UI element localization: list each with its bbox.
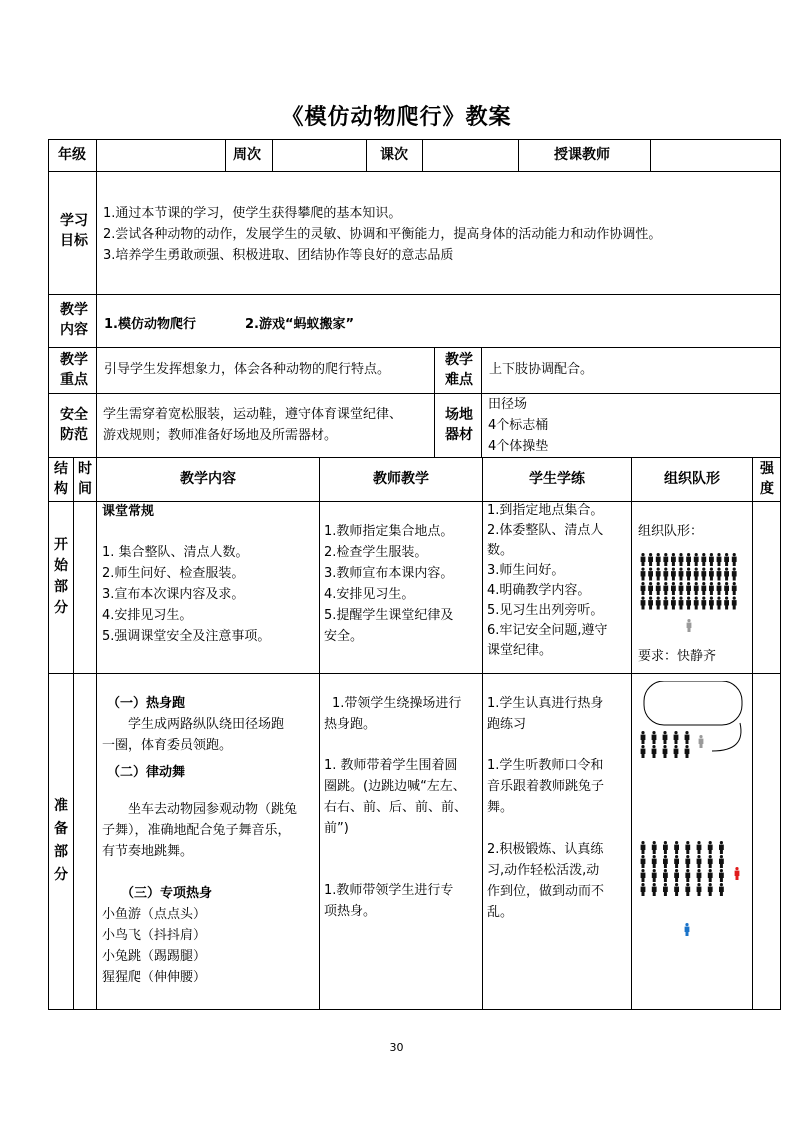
prep-section-label-char: 部 (54, 844, 68, 860)
start-section-label-char: 部 (54, 579, 68, 595)
table-border-line (48, 1009, 781, 1010)
time-header (75, 459, 95, 499)
student-figure (641, 731, 646, 744)
student-figure (663, 855, 668, 868)
student-figure (724, 553, 729, 566)
formation-column-header: 组织队形 (664, 471, 720, 487)
student-figure (709, 597, 714, 610)
objectives-label-line: 目标 (60, 233, 88, 249)
teacher-figure-red (735, 867, 740, 880)
student-figure (641, 568, 646, 581)
difficulty-label (439, 350, 479, 392)
table-border-line (225, 139, 226, 172)
student-figure (656, 553, 661, 566)
special-item: 小鱼游（点点头） (102, 907, 207, 922)
prep-student-item: 舞。 (487, 800, 514, 815)
student-figure (641, 553, 646, 566)
start-formation-label: 组织队形： (638, 524, 704, 539)
student-figure (685, 731, 690, 744)
start-requirement: 要求：快静齐 (638, 649, 717, 664)
student-figure (648, 568, 653, 581)
table-border-line (482, 457, 483, 1010)
difficulty-label-line: 教学 (445, 352, 473, 368)
key-points-label-line: 教学 (60, 352, 88, 368)
start-formation-diagram (638, 551, 744, 639)
student-figure (697, 883, 702, 896)
start-student (487, 501, 630, 671)
objective-item: 1.通过本节课的学习，使学生获得攀爬的基本知识。 (103, 206, 402, 221)
lesson-value (426, 139, 514, 171)
student-figure (674, 745, 679, 758)
student-figure (701, 582, 706, 595)
leader-figure (699, 735, 704, 748)
table-border-line (518, 139, 519, 172)
table-border-line (481, 347, 482, 458)
table-border-line (780, 139, 781, 1010)
structure-header-line: 构 (54, 481, 68, 497)
student-figure (686, 568, 691, 581)
student-figure (717, 568, 722, 581)
table-border-line (48, 171, 781, 172)
student-figure (663, 731, 668, 744)
venue-list (488, 394, 776, 456)
structure-header (50, 459, 72, 499)
start-teacher-item: 4.安排见习生。 (324, 587, 415, 602)
week-label: 周次 (233, 147, 261, 163)
student-figure (674, 869, 679, 882)
run-direction-arrow (712, 723, 741, 751)
document-title: 《模仿动物爬行》教案 (281, 104, 512, 130)
prep-teacher-item: 右右、前、后、前、前、 (324, 800, 468, 815)
prep-teacher (324, 693, 480, 993)
student-figure (663, 883, 668, 896)
student-figure (663, 869, 668, 882)
start-content-item: 5.强调课堂安全及注意事项。 (102, 629, 271, 644)
student-figure (697, 841, 702, 854)
student-figure (719, 869, 724, 882)
content-label (54, 300, 94, 342)
safety-label-line: 安全 (60, 407, 88, 423)
student-figure (724, 568, 729, 581)
table-border-line (96, 139, 97, 172)
warmup-text: 学生成两路纵队绕田径场跑 (128, 717, 285, 732)
student-figure (697, 855, 702, 868)
intensity-header-line: 度 (760, 481, 774, 497)
start-heading: 课堂常规 (102, 504, 155, 519)
prep-student-item: 跑练习 (487, 717, 527, 732)
safety-label (54, 405, 94, 447)
student-figure (694, 553, 699, 566)
page-number: 30 (389, 1041, 404, 1054)
student-figure (701, 597, 706, 610)
prep-section-label-char: 备 (54, 821, 68, 837)
prep-student-item: 1.学生认真进行热身 (487, 696, 604, 711)
start-content-item: 1. 集合整队、清点人数。 (102, 545, 249, 560)
prep-section-label (50, 795, 72, 883)
dance-title: （二）律动舞 (107, 765, 186, 780)
student-figure (679, 553, 684, 566)
start-section-label (50, 535, 72, 623)
intensity-header (755, 459, 779, 499)
grade-label: 年级 (58, 147, 86, 163)
prep-teacher-item: 圈跳。(边跳边喊“左左、 (324, 779, 466, 794)
student-figure (671, 553, 676, 566)
student-figure (648, 553, 653, 566)
start-section-label-char: 始 (54, 558, 68, 574)
student-figure (656, 582, 661, 595)
dance-text: 有节奏地跳舞。 (102, 844, 194, 859)
table-border-line (631, 457, 632, 1010)
student-figure (708, 855, 713, 868)
prep-student-item: 习,动作轻松活泼,动 (487, 863, 600, 878)
prep-student (487, 693, 630, 993)
safety-label-line: 防范 (60, 427, 88, 443)
venue-item: 4个体操垫 (488, 439, 549, 454)
content-column-header: 教学内容 (180, 471, 236, 487)
track-run-diagram (638, 681, 748, 771)
start-student-item: 课堂纪律。 (487, 643, 553, 658)
content-item-1: 1.模仿动物爬行 (104, 317, 196, 332)
week-value (276, 139, 362, 171)
student-figure (641, 745, 646, 758)
prep-section-label-char: 分 (54, 867, 68, 883)
prep-student-item: 2.积极锻炼、认真练 (487, 842, 604, 857)
start-section-label-char: 分 (54, 600, 68, 616)
start-teacher-item: 1.教师指定集合地点。 (324, 524, 454, 539)
student-figure (663, 597, 668, 610)
prep-teacher-item: 项热身。 (324, 904, 377, 919)
student-figure (648, 582, 653, 595)
student-figure (652, 841, 657, 854)
student-figure (674, 855, 679, 868)
venue-item: 田径场 (488, 397, 528, 412)
student-figure (732, 582, 737, 595)
prep-teacher-item: 前”) (324, 821, 349, 836)
special-item: 小鸟飞（抖抖肩） (102, 928, 207, 943)
student-figure (641, 883, 646, 896)
lesson-label: 课次 (380, 147, 408, 163)
start-teacher-item: 5.提醒学生课堂纪律及 (324, 608, 454, 623)
structure-header-line: 结 (54, 461, 68, 477)
teacher-column-header: 教师教学 (373, 471, 429, 487)
prep-teacher-item: 1.带领学生绕操场进行 (332, 696, 462, 711)
start-content-item: 4.安排见习生。 (102, 608, 193, 623)
start-content (102, 501, 318, 671)
prep-teacher-item: 热身跑。 (324, 717, 377, 732)
student-figure (652, 855, 657, 868)
objective-item: 3.培养学生勇敢顽强、积极进取、团结协作等良好的意志品质 (103, 248, 454, 263)
start-content-item: 3.宣布本次课内容及求。 (102, 587, 245, 602)
dance-text: 坐车去动物园参观动物（跳兔 (128, 802, 298, 817)
prep-teacher-item: 1. 教师带着学生围着圆 (324, 758, 458, 773)
prep-student-item: 音乐跟着教师跳兔子 (487, 779, 605, 794)
start-student-item: 4.明确教学内容。 (487, 583, 591, 598)
student-figure (701, 568, 706, 581)
student-figure (719, 841, 724, 854)
table-border-line (48, 139, 49, 1010)
venue-label (439, 405, 479, 447)
safety-text-line: 游戏规则；教师准备好场地及所需器材。 (103, 428, 338, 443)
student-figure (717, 597, 722, 610)
prep-student-item: 1.学生听教师口令和 (487, 758, 604, 773)
student-figure (694, 582, 699, 595)
student-figure (641, 869, 646, 882)
teacher-value (654, 139, 774, 171)
student-figure (686, 553, 691, 566)
dance-text: 子舞），准确地配合兔子舞音乐， (102, 823, 291, 838)
student-figure (686, 597, 691, 610)
content-item-2: 2.游戏“蚂蚁搬家” (245, 317, 355, 332)
venue-label-line: 器材 (445, 427, 473, 443)
student-figure (674, 841, 679, 854)
objectives-label-line: 学习 (60, 213, 88, 229)
student-figure (694, 568, 699, 581)
student-figure (663, 568, 668, 581)
prep-section-label-char: 准 (54, 798, 68, 814)
start-student-item: 5.见习生出列旁听。 (487, 603, 604, 618)
running-track-oval (644, 681, 742, 725)
difficulty-text: 上下肢协调配合。 (489, 362, 594, 377)
student-figure (732, 597, 737, 610)
student-figure (656, 568, 661, 581)
objective-item: 2.尝试各种动物的动作，发展学生的灵敏、协调和平衡能力，提高身体的活动能力和动作协调性。 (103, 227, 662, 242)
student-figure (679, 568, 684, 581)
venue-item: 4个标志桶 (488, 418, 549, 433)
student-figure (719, 883, 724, 896)
lesson-plan-table (48, 139, 781, 1010)
student-figure (652, 745, 657, 758)
teacher-figure (687, 619, 692, 632)
student-figure (671, 582, 676, 595)
student-figure (709, 582, 714, 595)
student-figure (717, 553, 722, 566)
student-figure (708, 883, 713, 896)
table-border-line (73, 457, 74, 1010)
student-figure (641, 841, 646, 854)
student-figure (641, 597, 646, 610)
student-column-header: 学生学练 (529, 471, 585, 487)
student-figure (685, 855, 690, 868)
difficulty-label-line: 难点 (445, 372, 473, 388)
student-figure (685, 883, 690, 896)
key-points-text: 引导学生发挥想象力，体会各种动物的爬行特点。 (104, 362, 391, 377)
start-student-item: 数。 (487, 543, 514, 558)
student-figure (685, 745, 690, 758)
content-label-line: 内容 (60, 322, 88, 338)
dance-formation-diagram (638, 839, 748, 949)
student-figure (685, 869, 690, 882)
student-figure (652, 883, 657, 896)
student-figure (671, 597, 676, 610)
start-student-item: 6.牢记安全问题,遵守 (487, 623, 608, 638)
table-border-line (366, 139, 367, 172)
special-item: 猩猩爬（伸伸腰） (102, 970, 207, 985)
special-title: （三）专项热身 (121, 886, 213, 901)
student-figure (709, 568, 714, 581)
student-figure (656, 597, 661, 610)
student-figure (701, 553, 706, 566)
table-border-line (650, 139, 651, 172)
special-item: 小兔跳（踢踢腿） (102, 949, 207, 964)
start-teacher-item: 2.检查学生服装。 (324, 545, 428, 560)
student-figure (648, 597, 653, 610)
student-figure (717, 582, 722, 595)
venue-label-line: 场地 (445, 407, 473, 423)
student-figure (708, 869, 713, 882)
start-student-item: 1.到指定地点集合。 (487, 503, 604, 518)
start-content-item: 2.师生问好、检查服装。 (102, 566, 245, 581)
objectives-label (54, 211, 94, 255)
safety-text-line: 学生需穿着宽松服装，运动鞋，遵守体育课堂纪律、 (103, 407, 403, 422)
student-figure (732, 553, 737, 566)
student-figure (663, 841, 668, 854)
student-figure (694, 597, 699, 610)
student-figure (674, 883, 679, 896)
student-figure (724, 597, 729, 610)
start-teacher-item: 3.教师宣布本课内容。 (324, 566, 454, 581)
student-figure (663, 553, 668, 566)
start-student-item: 3.师生问好。 (487, 563, 565, 578)
start-teacher-item: 安全。 (324, 629, 364, 644)
time-header-line: 间 (78, 481, 92, 497)
teacher-label: 授课教师 (554, 147, 610, 163)
student-figure (663, 745, 668, 758)
student-figure (724, 582, 729, 595)
key-points-label-line: 重点 (60, 372, 88, 388)
student-figure (641, 582, 646, 595)
warmup-text: 一圈，体育委员领跑。 (102, 738, 233, 753)
table-border-line (752, 457, 753, 1010)
student-figure (719, 855, 724, 868)
table-border-line (434, 347, 435, 458)
table-border-line (422, 139, 423, 172)
start-teacher (324, 521, 480, 651)
student-figure (708, 841, 713, 854)
student-figure (663, 582, 668, 595)
student-figure (652, 731, 657, 744)
grade-value (100, 139, 220, 171)
start-student-item: 2.体委整队、清点人 (487, 523, 604, 538)
student-figure (686, 582, 691, 595)
student-figure (652, 869, 657, 882)
student-figure (679, 582, 684, 595)
student-figure (732, 568, 737, 581)
time-header-line: 时 (78, 461, 92, 477)
student-figure (709, 553, 714, 566)
start-section-label-char: 开 (54, 537, 68, 553)
student-figure (671, 568, 676, 581)
warmup-title: （一）热身跑 (107, 696, 186, 711)
prep-content (102, 693, 318, 993)
teacher-figure-blue (685, 923, 690, 936)
table-border-line (319, 457, 320, 1010)
student-figure (685, 841, 690, 854)
table-border-line (96, 457, 97, 1010)
prep-student-item: 乱。 (487, 905, 514, 920)
intensity-header-line: 强 (760, 461, 774, 477)
table-border-line (48, 673, 781, 674)
prep-student-item: 作到位，做到动而不 (487, 884, 605, 899)
content-label-line: 教学 (60, 302, 88, 318)
student-figure (679, 597, 684, 610)
student-figure (674, 731, 679, 744)
student-figure (641, 855, 646, 868)
prep-teacher-item: 1.教师带领学生进行专 (324, 883, 454, 898)
objectives-list (103, 203, 777, 273)
key-points-label (54, 350, 94, 392)
student-figure (697, 869, 702, 882)
table-border-line (48, 294, 781, 295)
table-border-line (96, 171, 97, 458)
safety-text (103, 404, 433, 448)
